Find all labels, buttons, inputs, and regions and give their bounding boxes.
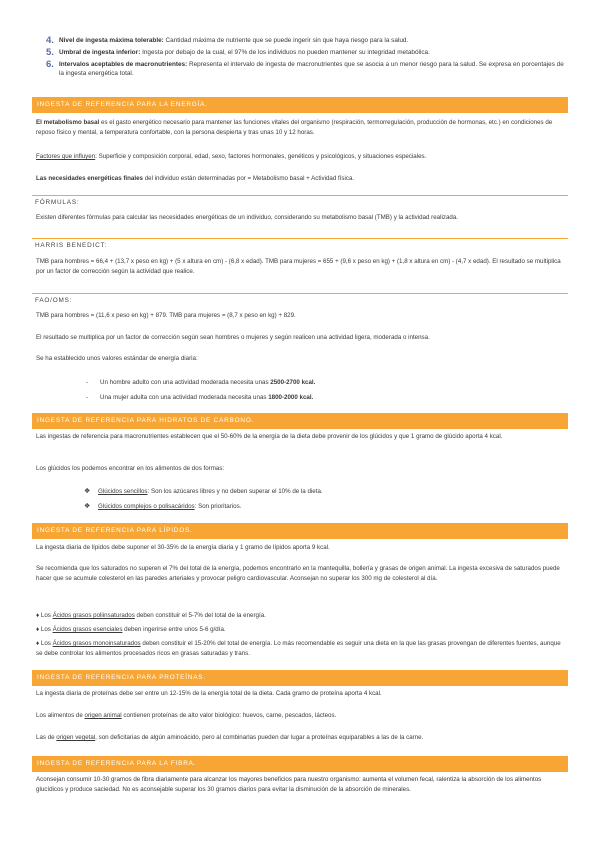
paragraph: Se ha establecido unos valores estándar de energía diaria: xyxy=(36,355,198,362)
paragraph: Existen diferentes fórmulas para calcular las necesidades energéticas de un individuo, considerando su metabolismo basal (TMB) y la actividad realizada. xyxy=(36,214,459,221)
list-item: ♦ Los Ácidos grasos poliinsaturados deben constituir el 5-7% del total de la energía. xyxy=(36,612,266,619)
list-item xyxy=(46,48,566,58)
numbered-list xyxy=(46,36,566,80)
list-item: - Una mujer adulta con una actividad moderada necesita unas 1800-2000 kcal. xyxy=(86,394,314,401)
paragraph: Factores que influyen: Superficie y composición corporal, edad, sexo, factores hormonales, genéticos y psicológicos, y situaciones especiales. xyxy=(36,153,427,160)
list-item: ♦ Los Ácidos grasos monoinsaturados deben constituir el 15-20% del total de energía. Lo más recomendable es seguir una dieta en la que las grasas provengan de diferentes fuentes, aunque se debe controlar los alimentos procesados ricos en grasas saturadas y trans. xyxy=(36,640,561,657)
item-text: Ingesta por debajo de la cual, el 97% de los individuos no pueden mantener su integridad metabólica. xyxy=(140,49,430,56)
section-heading-fibra: INGESTA DE REFERENCIA PARA LA FIBRA. xyxy=(32,756,568,772)
paragraph: El resultado se multiplica por un factor de corrección según sean hombres o mujeres y según realicen una actividad ligera, moderada o intensa. xyxy=(36,334,430,341)
item-number: 5. xyxy=(46,47,54,58)
paragraph: La ingesta diaria de lípidos debe suponer el 30-35% de la energía diaria y 1 gramo de lípidos aporta 9 kcal. xyxy=(36,544,330,551)
item-text: Representa el intervalo de ingesta de macronutrientes que se asocia a un menor riesgo para la salud. Se expresa en porcentajes de la ingesta energética total. xyxy=(59,61,564,77)
item-number: 4. xyxy=(46,35,54,46)
item-title: Umbral de ingesta inferior: xyxy=(59,49,141,56)
list-item xyxy=(46,60,566,78)
item-number: 6. xyxy=(46,59,54,70)
subheading-harris: HARRIS BENEDICT: xyxy=(32,238,568,252)
subheading-fao: FAO/OMS: xyxy=(32,293,568,307)
section-heading-hidratos: INGESTA DE REFERENCIA PARA HIDRATOS DE CARBONO. xyxy=(32,413,568,429)
paragraph: Aconsejan consumir 10-30 gramos de fibra diariamente para alcanzar los mayores beneficios para nuestro organismo: aumenta el volumen fecal, ralentiza la absorción de los alimentos glucídicos y produce saciedad. No es aconsejable superar los 30 gramos diarios para evitar la disminución de la absorción de minerales. xyxy=(36,776,542,793)
item-text: Cantidad máxima de nutriente que se puede ingerir sin que haya riesgo para la salud. xyxy=(163,37,409,44)
paragraph: Las ingestas de referencia para macronutrientes establecen que el 50-60% de la energía de la dieta debe provenir de los glúcidos y que 1 gramo de glúcido aporta 4 kcal. xyxy=(36,433,503,440)
paragraph: Los alimentos de origen animal contienen proteínas de alto valor biológico: huevos, carne, pescados, lácteos. xyxy=(36,712,337,719)
list-item xyxy=(46,36,566,46)
list-item: - Un hombre adulto con una actividad moderada necesita unas 2500-2700 kcal. xyxy=(86,379,316,386)
section-heading-lipidos: INGESTA DE REFERENCIA PARA LÍPIDOS. xyxy=(32,523,568,539)
list-item: ❖ Glúcidos complejos o polisacáridos: Son prioritarios. xyxy=(84,503,242,510)
paragraph: TMB para hombres = 66,4 + (13,7 x peso en kg) + (5 x altura en cm) - (6,8 x edad). TMB para mujeres = 655 + (9,6 x peso en kg) + (1,8 x altura en cm) - (4,7 x edad). El resultado se multiplica por un factor de corrección según la actividad que realice. xyxy=(36,258,561,275)
item-title: Nivel de ingesta máxima tolerable: xyxy=(59,37,164,44)
paragraph: Las necesidades energéticas finales del individuo están determinadas por = Metabolismo basal + Actividad física. xyxy=(36,175,355,182)
paragraph: TMB para hombres = (11,6 x peso en kg) + 879. TMB para mujeres = (8,7 x peso en kg) + 829. xyxy=(36,312,296,319)
subheading-formulas: FÓRMULAS: xyxy=(32,195,568,209)
section-heading-proteinas: INGESTA DE REFERENCIA PARA PROTEÍNAS. xyxy=(32,670,568,686)
paragraph: Los glúcidos los podemos encontrar en los alimentos de dos formas: xyxy=(36,465,225,472)
list-item: ♦ Los Ácidos grasos esenciales deben ingerirse entre unos 5-6 g/día. xyxy=(36,626,226,633)
paragraph: La ingesta diaria de proteínas debe ser entre un 12-15% de la energía total de la dieta. Cada gramo de proteína aporta 4 kcal. xyxy=(36,690,382,697)
paragraph: El metabolismo basal es el gasto energético necesario para mantener las funciones vitales del organismo (respiración, termorregulación, producción de hormonas, etc.) en condiciones de reposo físico y mental, a temperatura confortable, con la persona despierta y tras unas 10 y 12 horas. xyxy=(36,119,553,136)
list-item: ❖ Glúcidos sencillos: Son los azúcares libres y no deben superar el 10% de la dieta. xyxy=(84,488,323,495)
paragraph: Se recomienda que los saturados no superen el 7% del total de la energía, podemos encontrarlo en la mantequilla, bollería y grasas de origen animal. La ingesta excesiva de saturados puede hacer que se acumule colesterol en las paredes arteriales y provocar peligro cardiovascular. Aconsejan no superar los 300 mg de colesterol al día. xyxy=(36,565,560,582)
paragraph: Las de origen vegetal, son deficitarias de algún aminoácido, pero al combinarlas pueden dar lugar a proteínas equiparables a las de la carne. xyxy=(36,734,424,741)
section-heading-energia: INGESTA DE REFERENCIA PARA LA ENERGÍA. xyxy=(32,97,568,113)
item-title: Intervalos aceptables de macronutrientes: xyxy=(59,61,188,68)
